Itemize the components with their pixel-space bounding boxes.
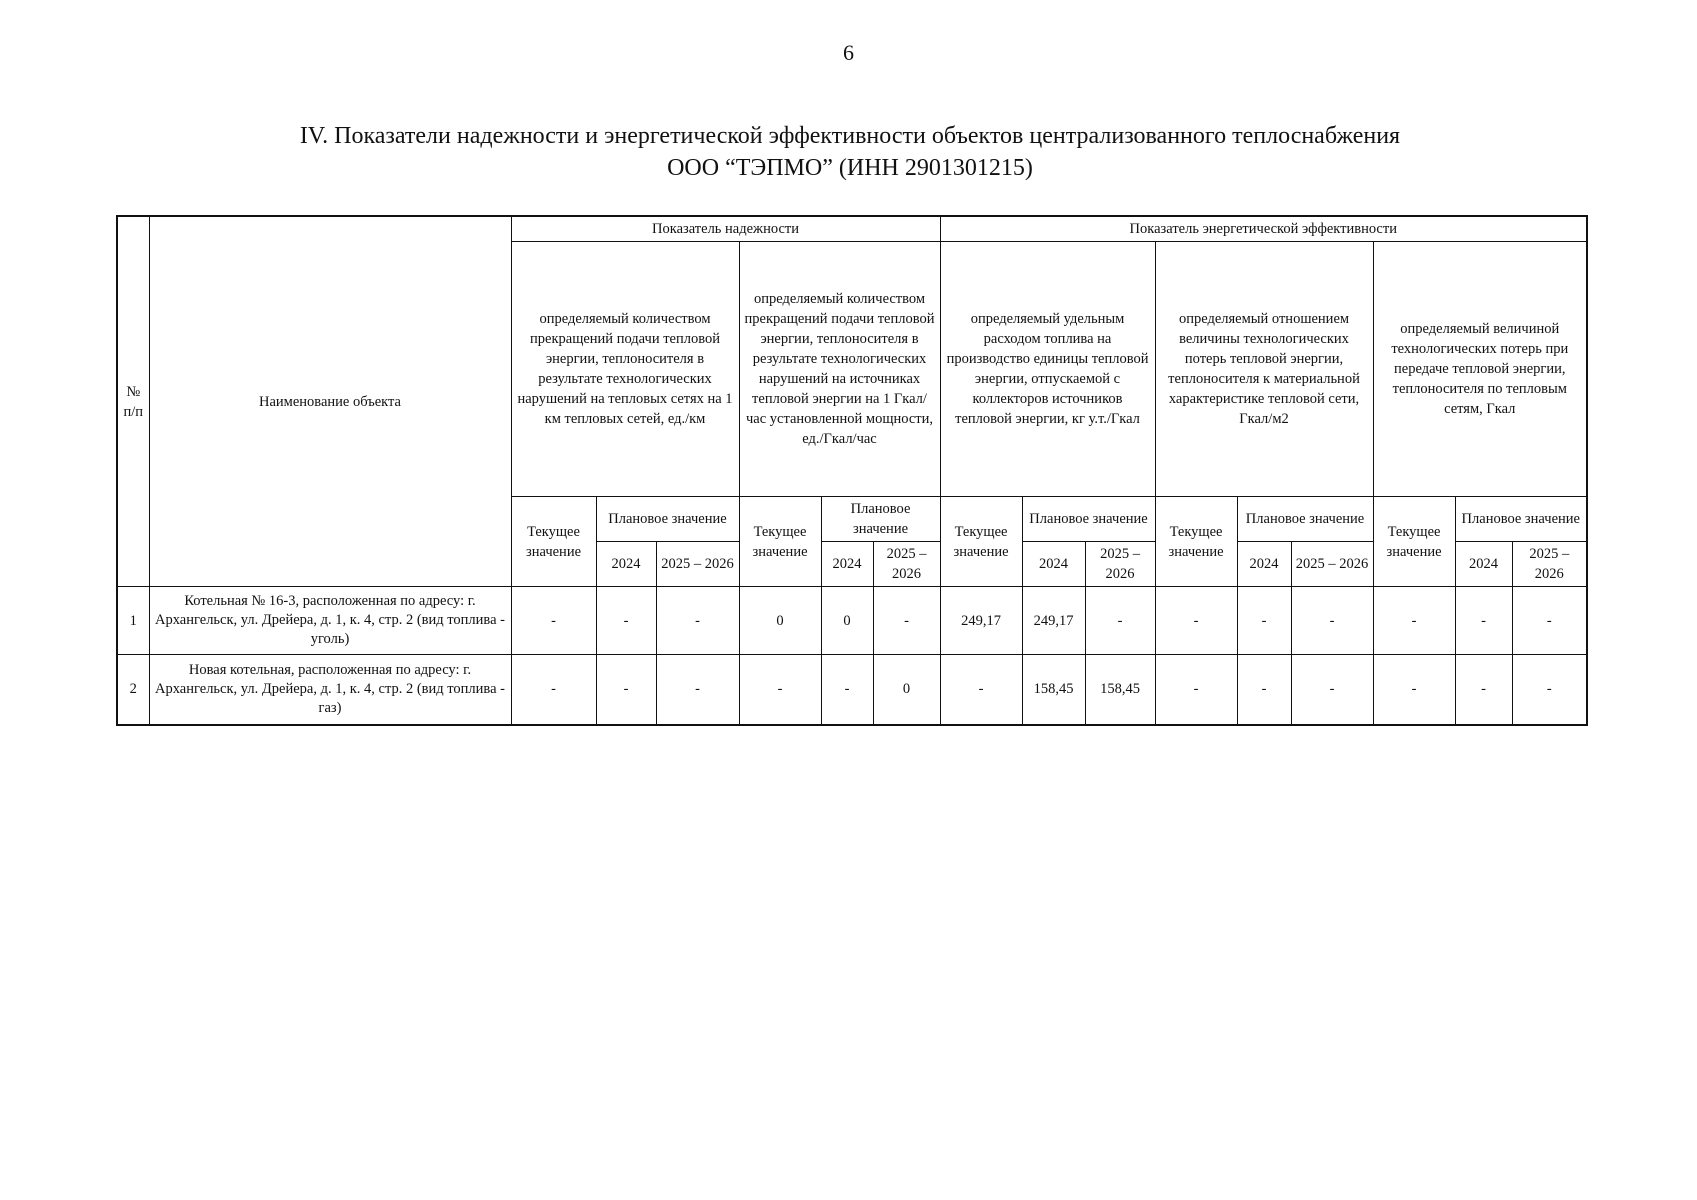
header-year-2025-2026: 2025 – 2026 xyxy=(1291,542,1373,587)
header-object-name: Наименование объекта xyxy=(149,216,511,587)
table-row xyxy=(117,587,1587,655)
table-cell: - xyxy=(656,655,739,725)
table-cell: - xyxy=(1237,587,1291,655)
page-number: 6 xyxy=(843,40,854,65)
header-current-4: Текущее значение xyxy=(1155,497,1237,587)
header-year-2025-2026: 2025 – 2026 xyxy=(873,542,940,587)
table-cell: 249,17 xyxy=(1022,587,1085,655)
table-cell: - xyxy=(1512,655,1587,725)
indicators-table xyxy=(116,215,1588,726)
table-cell: - xyxy=(1373,655,1455,725)
table-cell: - xyxy=(1155,655,1237,725)
table-cell: - xyxy=(1512,587,1587,655)
header-planned-2: Плановое значение xyxy=(821,497,940,542)
table-cell: 0 xyxy=(873,655,940,725)
header-current-1: Текущее значение xyxy=(511,497,596,587)
header-year-2024: 2024 xyxy=(1237,542,1291,587)
header-year-2024: 2024 xyxy=(821,542,873,587)
header-year-2024: 2024 xyxy=(1455,542,1512,587)
table-cell: - xyxy=(940,655,1022,725)
table-cell: - xyxy=(1455,587,1512,655)
header-indicator-3: определяемый удельным расходом топлива на производство единицы тепловой энергии, отпускаемой с коллекторов источников тепловой энергии, кг у.т./Гкал xyxy=(940,242,1155,497)
table-cell: - xyxy=(1455,655,1512,725)
header-planned-4: Плановое значение xyxy=(1237,497,1373,542)
table-cell: 0 xyxy=(739,587,821,655)
header-indicator-2: определяемый количеством прекращений подачи тепловой энергии, теплоносителя в результате технологических нарушений на источниках тепловой энергии на 1 Гкал/час установленной мощности, ед./Гкал/час xyxy=(739,242,940,497)
header-indicator-1: определяемый количеством прекращений подачи тепловой энергии, теплоносителя в результате технологических нарушений на тепловых сетях на 1 км тепловых сетей, ед./км xyxy=(511,242,739,497)
table-cell: - xyxy=(873,587,940,655)
table-cell: - xyxy=(1291,587,1373,655)
table-cell: - xyxy=(1085,587,1155,655)
table-cell: - xyxy=(596,587,656,655)
row-num: 1 xyxy=(117,587,149,655)
table-cell: - xyxy=(596,655,656,725)
header-current-5: Текущее значение xyxy=(1373,497,1455,587)
header-indicator-4: определяемый отношением величины технологических потерь тепловой энергии, теплоносителя к материальной характеристике тепловой сети, Гкал/м2 xyxy=(1155,242,1373,497)
header-planned-1: Плановое значение xyxy=(596,497,739,542)
table-cell: - xyxy=(1155,587,1237,655)
table-row xyxy=(117,655,1587,725)
table-cell: 158,45 xyxy=(1022,655,1085,725)
table-cell: 158,45 xyxy=(1085,655,1155,725)
header-year-2024: 2024 xyxy=(596,542,656,587)
header-planned-3: Плановое значение xyxy=(1022,497,1155,542)
header-planned-5: Плановое значение xyxy=(1455,497,1587,542)
header-year-2025-2026: 2025 – 2026 xyxy=(1085,542,1155,587)
header-group-efficiency: Показатель энергетической эффективности xyxy=(940,216,1587,242)
header-current-2: Текущее значение xyxy=(739,497,821,587)
table-cell: - xyxy=(821,655,873,725)
header-year-2024: 2024 xyxy=(1022,542,1085,587)
header-current-3: Текущее значение xyxy=(940,497,1022,587)
table-cell: - xyxy=(656,587,739,655)
row-num: 2 xyxy=(117,655,149,725)
table-cell: 0 xyxy=(821,587,873,655)
row-object-name: Котельная № 16-3, расположенная по адресу: г. Архангельск, ул. Дрейера, д. 1, к. 4, стр. 2 (вид топлива - уголь) xyxy=(149,587,511,655)
table-cell: - xyxy=(511,655,596,725)
title-line-2: ООО “ТЭПМО” (ИНН 2901301215) xyxy=(667,155,1033,181)
header-group-reliability: Показатель надежности xyxy=(511,216,940,242)
header-num: № п/п xyxy=(117,216,149,587)
table-cell: 249,17 xyxy=(940,587,1022,655)
table-cell: - xyxy=(1291,655,1373,725)
table-cell: - xyxy=(511,587,596,655)
header-year-2025-2026: 2025 – 2026 xyxy=(656,542,739,587)
title-line-1: IV. Показатели надежности и энергетической эффективности объектов централизованного теплоснабжения xyxy=(299,123,1401,149)
table-cell: - xyxy=(1373,587,1455,655)
header-year-2025-2026: 2025 – 2026 xyxy=(1512,542,1587,587)
page-title xyxy=(150,120,1550,184)
header-indicator-5: определяемый величиной технологических потерь при передаче тепловой энергии, теплоносителя по тепловым сетям, Гкал xyxy=(1373,242,1587,497)
table-cell: - xyxy=(739,655,821,725)
row-object-name: Новая котельная, расположенная по адресу: г. Архангельск, ул. Дрейера, д. 1, к. 4, стр. 2 (вид топлива - газ) xyxy=(149,655,511,725)
table-cell: - xyxy=(1237,655,1291,725)
